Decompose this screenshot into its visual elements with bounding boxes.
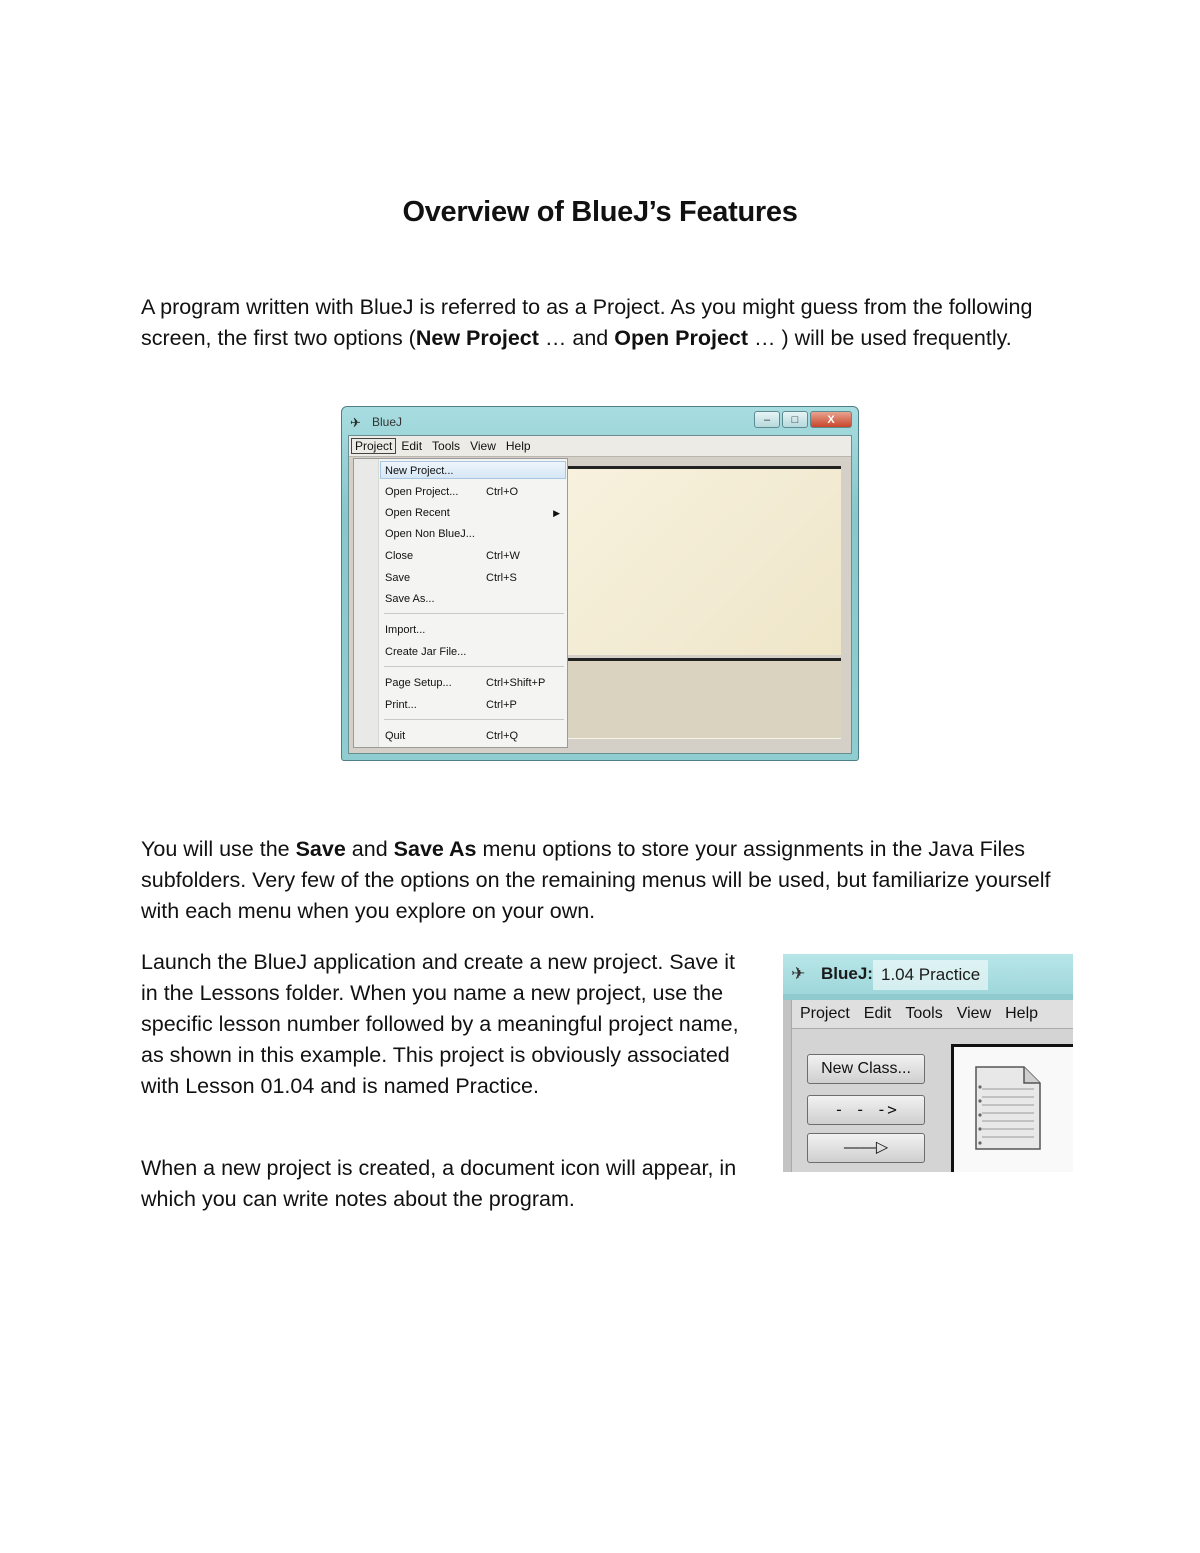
window-title: BlueJ (372, 415, 403, 429)
inheritance-arrow-button[interactable]: ——▷ (807, 1133, 925, 1163)
intro-bold-new-project: New Project (415, 326, 539, 350)
intro-bold-open-project: Open Project (614, 326, 749, 350)
menu-item-print[interactable]: Print... Ctrl+P (385, 699, 517, 711)
menu-item-import[interactable]: Import... (385, 624, 426, 636)
document-icon-paragraph: When a new project is created, a document icon will appear, in which you can write notes about the program. (141, 1156, 737, 1211)
page-title: Overview of BlueJ’s Features (402, 196, 798, 228)
new-class-button[interactable]: New Class... (807, 1054, 925, 1084)
menu-item-close[interactable]: Close Ctrl+W (385, 550, 520, 562)
menu-item-save[interactable]: Save Ctrl+S (385, 572, 517, 584)
object-bench (565, 658, 841, 739)
class-diagram-area (951, 1044, 1073, 1172)
intro-text-3: … ) will be used frequently. (748, 326, 1012, 350)
menu-edit[interactable]: Edit (863, 1005, 892, 1022)
minimize-button[interactable]: – (754, 411, 780, 428)
close-button[interactable]: X (810, 411, 852, 428)
menu-item-save-as[interactable]: Save As... (385, 593, 435, 605)
menu-item-quit[interactable]: Quit Ctrl+Q (385, 730, 519, 742)
project-name: 1.04 Practice (873, 960, 988, 990)
save-text-1: You will use the (141, 837, 296, 861)
menu-item-new-project[interactable]: New Project... (380, 461, 566, 479)
project-window-titlebar (783, 954, 1073, 994)
menu-project[interactable]: Project (800, 1005, 850, 1022)
menu-item-open-recent[interactable]: Open Recent ▶ (382, 504, 564, 522)
menu-view[interactable]: View (956, 1005, 992, 1022)
bluej-bird-icon: ✈ (791, 964, 806, 983)
menu-separator (384, 719, 564, 720)
app-name: BlueJ: (821, 964, 873, 983)
menu-separator (384, 613, 564, 614)
window-client-area (348, 435, 852, 754)
menu-project[interactable]: Project (351, 438, 396, 454)
bluej-window-screenshot (341, 406, 859, 761)
intro-text-2: … and (538, 326, 615, 350)
bluej-project-screenshot (783, 954, 1073, 1172)
menu-help[interactable]: Help (505, 439, 531, 453)
window-titlebar (348, 411, 852, 433)
menu-item-page-setup[interactable]: Page Setup... Ctrl+Shift+P (385, 677, 546, 689)
menu-item-open-non-bluej[interactable]: Open Non BlueJ... (385, 528, 475, 540)
intro-text-1: A program written with BlueJ is referred to as a Project. As you might guess from the following screen, the first two options ( (141, 295, 1033, 350)
menu-tools[interactable]: Tools (432, 439, 461, 453)
readme-document-icon[interactable] (972, 1065, 1044, 1153)
menu-item-open-project[interactable]: Open Project... Ctrl+O (385, 486, 519, 498)
save-text-2: and (345, 837, 394, 861)
menu-view[interactable]: View (470, 439, 496, 453)
launch-paragraph: Launch the BlueJ application and create a new project. Save it in the Lessons folder. When you name a new project, use the specific lesson number followed by a meaningful project name, as shown in this example. This project is obviously associated with Lesson 01.04 and is named Practice. (141, 950, 739, 1098)
menu-item-create-jar[interactable]: Create Jar File... (385, 646, 467, 658)
intro-paragraph (141, 292, 1041, 354)
maximize-button[interactable]: □ (782, 411, 808, 428)
menu-tools[interactable]: Tools (905, 1005, 943, 1022)
menu-edit[interactable]: Edit (401, 439, 423, 453)
menu-separator (384, 666, 564, 667)
bluej-bird-icon: ✈ (350, 415, 361, 430)
project-menu-bar (791, 1000, 1073, 1029)
save-bold-save: Save (295, 837, 346, 861)
submenu-arrow-icon: ▶ (553, 508, 560, 518)
save-bold-save-as: Save As (393, 837, 477, 861)
save-paragraph (141, 834, 1066, 927)
project-menu-dropdown (353, 458, 568, 748)
save-text-3: menu options to store your assignments in the Java Files subfolders. Very few of the options on the remaining menus will be used, but familiarize yourself with each menu when you explore on your own. (141, 837, 1051, 923)
menu-help[interactable]: Help (1005, 1005, 1039, 1022)
class-diagram-area (565, 466, 841, 655)
menu-bar (349, 436, 851, 457)
dependency-arrow-button[interactable]: - - -> (807, 1095, 925, 1125)
